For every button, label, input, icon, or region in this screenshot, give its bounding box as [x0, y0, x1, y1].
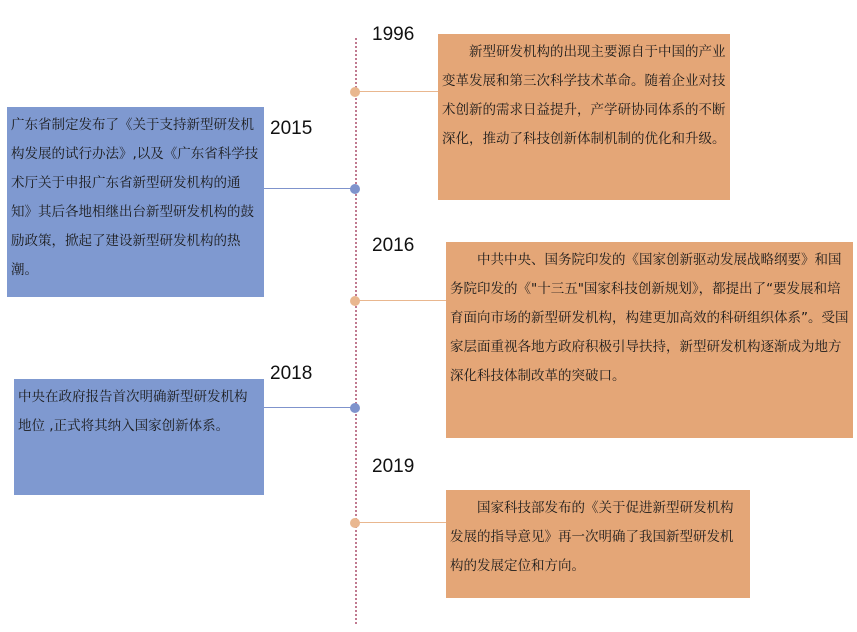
timeline-dot-2019 — [350, 518, 360, 528]
timeline-dot-2018 — [350, 403, 360, 413]
event-box-2018: 中央在政府报告首次明确新型研发机构地位 ,正式将其纳入国家创新体系。 — [14, 379, 264, 495]
year-label-2015: 2015 — [270, 118, 313, 139]
event-box-2016: 中共中央、国务院印发的《国家创新驱动发展战略纲要》和国务院印发的《"十三五"国家科技创新规划》，都提出了“要发展和培育面向市场的新型研发机构，构建更加高效的科研组织体系”。受国家层面重视各地方政府积极引导扶持，新型研发机构逐渐成为地方深化科技体制改革的突破口。 — [446, 242, 853, 438]
timeline-dot-2016 — [350, 296, 360, 306]
connector-2019 — [356, 522, 446, 523]
timeline-axis — [355, 38, 357, 624]
year-label-2019: 2019 — [372, 456, 415, 477]
connector-2018 — [264, 407, 356, 408]
event-box-2015: 广东省制定发布了《关于支持新型研发机构发展的试行办法》,以及《广东省科学技术厅关于申报广东省新型研发机构的通知》其后各地相继出台新型研发机构的鼓励政策，掀起了建设新型研发机构的热潮。 — [7, 107, 264, 297]
year-label-2016: 2016 — [372, 235, 415, 256]
timeline-dot-1996 — [350, 87, 360, 97]
timeline-dot-2015 — [350, 184, 360, 194]
event-box-2019: 国家科技部发布的《关于促进新型研发机构发展的指导意见》再一次明确了我国新型研发机构的发展定位和方向。 — [446, 490, 750, 598]
year-label-1996: 1996 — [372, 24, 415, 45]
connector-1996 — [356, 91, 438, 92]
connector-2016 — [356, 300, 446, 301]
connector-2015 — [264, 188, 356, 189]
event-box-1996: 新型研发机构的出现主要源自于中国的产业变革发展和第三次科学技术革命。随着企业对技术创新的需求日益提升，产学研协同体系的不断深化，推动了科技创新体制机制的优化和升级。 — [438, 34, 730, 200]
year-label-2018: 2018 — [270, 363, 313, 384]
